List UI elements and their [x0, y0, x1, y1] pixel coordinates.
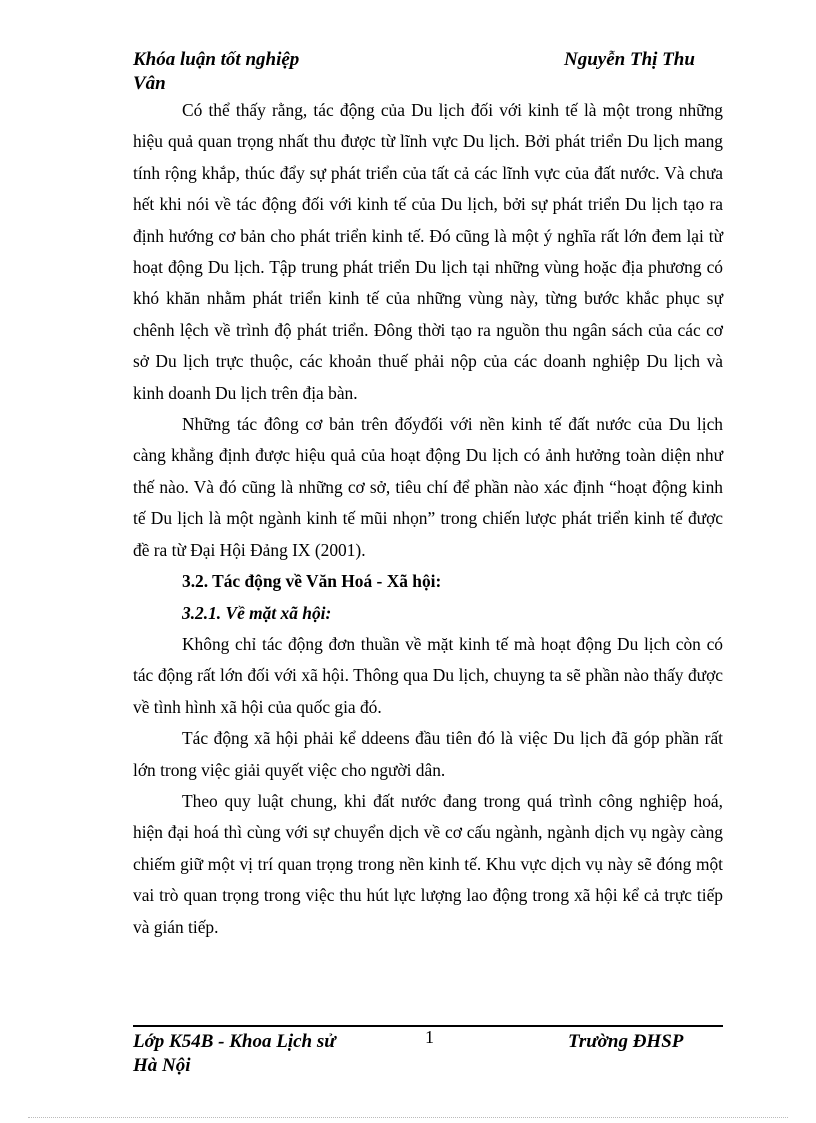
footer-left-line1: Lớp K54B - Khoa Lịch sử: [133, 1031, 336, 1052]
section-heading: 3.2. Tác động về Văn Hoá - Xã hội:: [182, 571, 442, 592]
paragraph-3: Không chỉ tác động đơn thuần về mặt kinh tế mà hoạt động Du lịch còn có tác động rất lớn đối với xã hội. Thông qua Du lịch, chuyng ta sẽ phần nào thấy được về tình hình xã hội của quốc gia đó.: [133, 633, 723, 717]
header-left-line2: Vân: [133, 73, 166, 94]
paragraph-4: Tác động xã hội phải kể ddeens đầu tiên đó là việc Du lịch đã góp phần rất lớn trong việc giải quyết việc cho người dân.: [133, 728, 723, 780]
subsection-heading: 3.2.1. Về mặt xã hội:: [182, 602, 332, 623]
page-number: 1: [425, 1027, 434, 1047]
header-author: Nguyễn Thị Thu: [564, 49, 695, 70]
paragraph-5: Theo quy luật chung, khi đất nước đang trong quá trình công nghiệp hoá, hiện đại hoá thì cùng với sự chuyển dịch về cơ cấu ngành, ngành dịch vụ ngày càng chiếm giữ một vị trí quan trọng trong nền kinh tế. Khu vực dịch vụ này sẽ đóng một vai trò quan trọng trong việc thu hút lực lượng lao động trong xã hội kể cả trực tiếp và gián tiếp.: [133, 790, 723, 937]
header-left-line1: Khóa luận tốt nghiệp: [133, 49, 300, 70]
footer-left-line2: Hà Nội: [133, 1055, 191, 1076]
page-body: [133, 95, 723, 943]
paragraph-2: Những tác đông cơ bản trên đốyđối với nền kinh tế đất nước của Du lịch càng khẳng định được hiệu quả của hoạt động Du lịch có ảnh hưởng toàn diện như thế nào. Và đó cũng là những cơ sở, tiêu chí để phần nào xác định “hoạt động kinh tế Du lịch là một ngành kinh tế mũi nhọn” trong chiến lược phát triển kinh tế được đề ra từ Đại Hội Đảng IX (2001).: [133, 414, 723, 560]
paragraph-1: Có thể thấy rằng, tác động của Du lịch đối với kinh tế là một trong những hiệu quả quan trọng nhất thu được từ lĩnh vực Du lịch. Bởi phát triển Du lịch mang tính rộng khắp, thúc đẩy sự phát triển của tất cả các lĩnh vực của đất nước. Và chưa hết khi nói về tác động đối với kinh tế của Du lịch, bởi sự phát triển Du lịch tạo ra định hướng cơ bản cho phát triển kinh tế. Đó cũng là một ý nghĩa rất lớn đem lại từ hoạt động Du lịch. Tập trung phát triển Du lịch tại những vùng hoặc địa phương có khó khăn nhằm phát triển kinh tế của những vùng này, từng bước khắc phục sự chênh lệch về trình độ phát triển. Đông thời tạo ra nguồn thu ngân sách của các cơ sở Du lịch trực thuộc, các khoản thuế phải nộp của các doanh nghiệp Du lịch và kinh doanh Du lịch trên địa bàn.: [133, 100, 723, 403]
footer-school: Trường ĐHSP: [568, 1031, 684, 1052]
page-edge-divider: [28, 1117, 788, 1118]
